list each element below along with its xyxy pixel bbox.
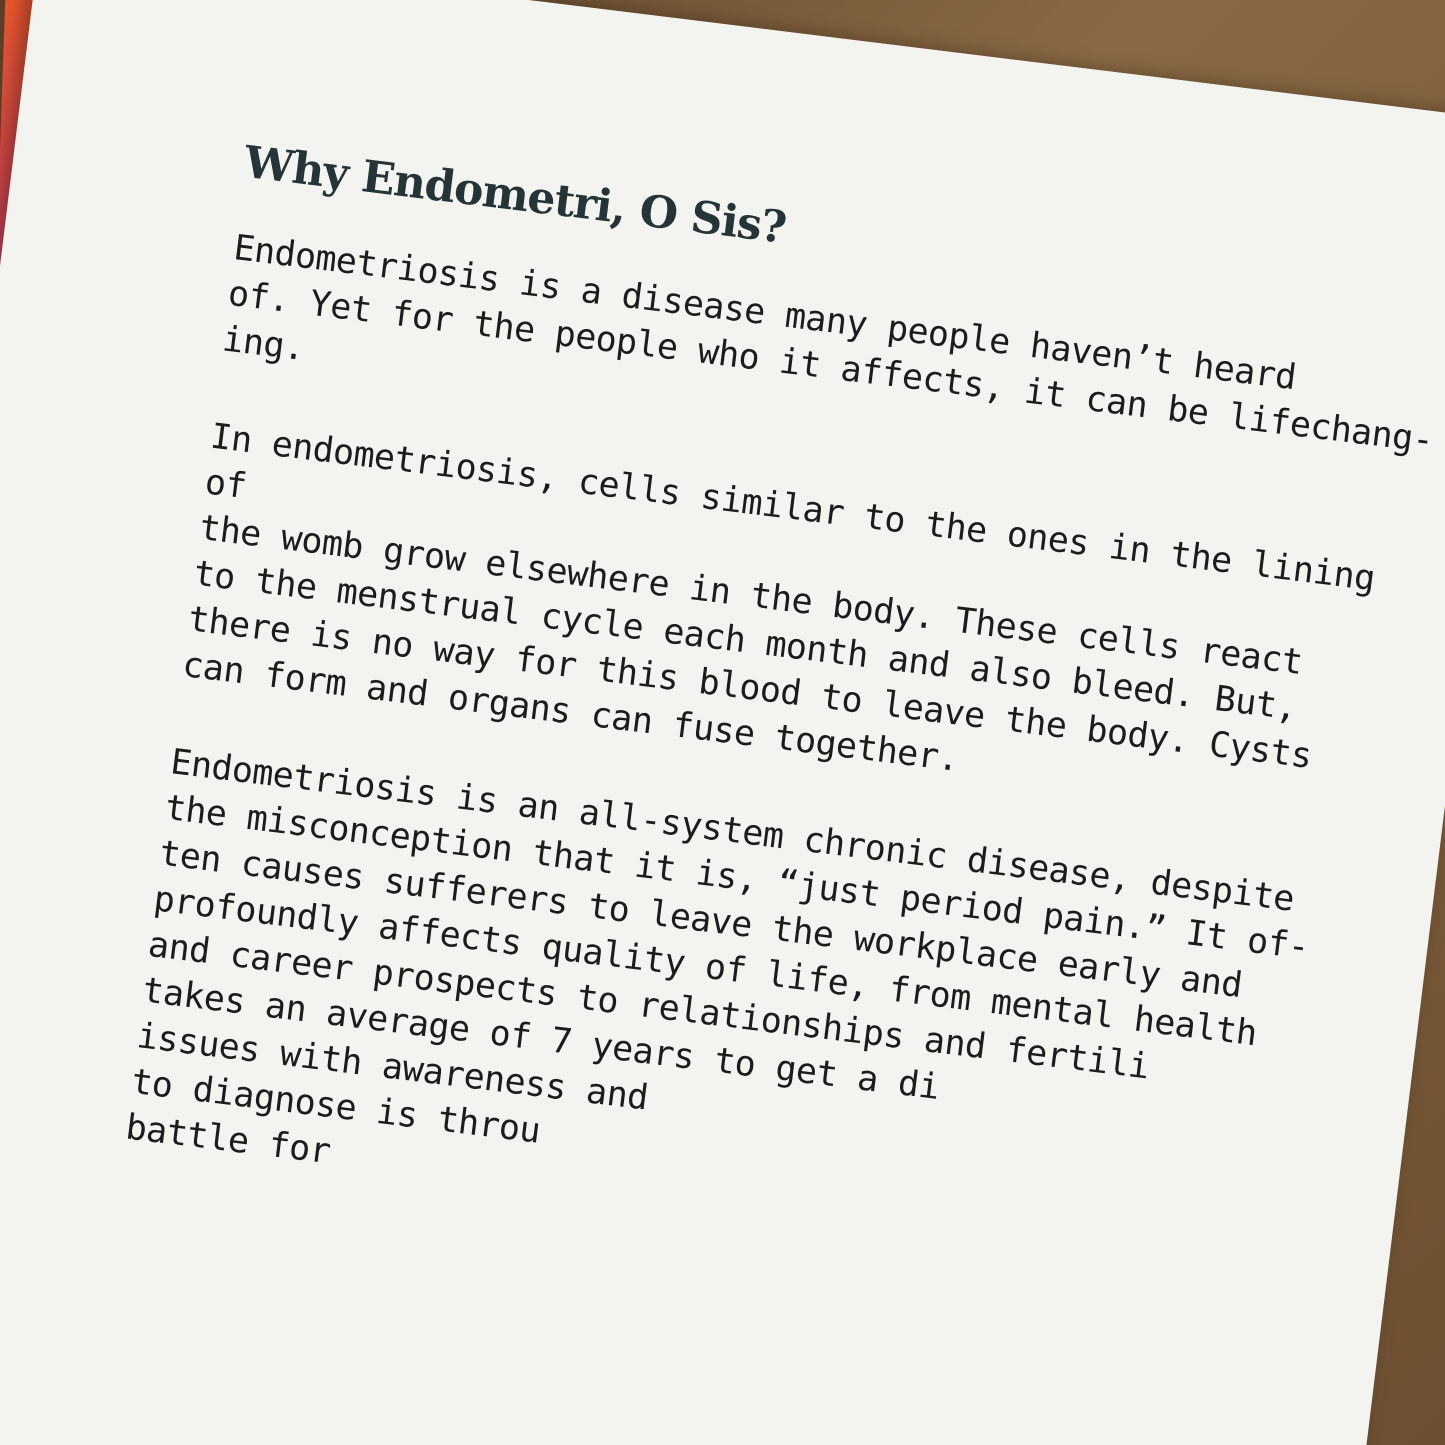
paragraph-description: In endometriosis, cells similar to the ones in the lining of the womb grow elsewhere in the body. These cells react to the menstrual cycle each month and also bleed. But, there is no way for this blood to leave the body. Cysts can form and organs can fuse together. xyxy=(180,416,1378,780)
page-content xyxy=(117,137,1445,1351)
page-heading: Why Endometri, O Sis? xyxy=(241,136,789,254)
paragraph-intro: Endometriosis is a disease many people haven’t heard of. Yet for the people who it affects, it can be lifechang- ing. xyxy=(220,228,1436,462)
paragraph-impact: Endometriosis is an all-system chronic disease, despite the misconception that it is, “just period pain.” It of- ten causes sufferers to leave the workplace early and profoundly affects quality of life, from mental health and career prospects to relationships and fertili takes an average of 7 years to get a di issues with awareness and to diagnose is throu battle for xyxy=(123,742,1312,1173)
